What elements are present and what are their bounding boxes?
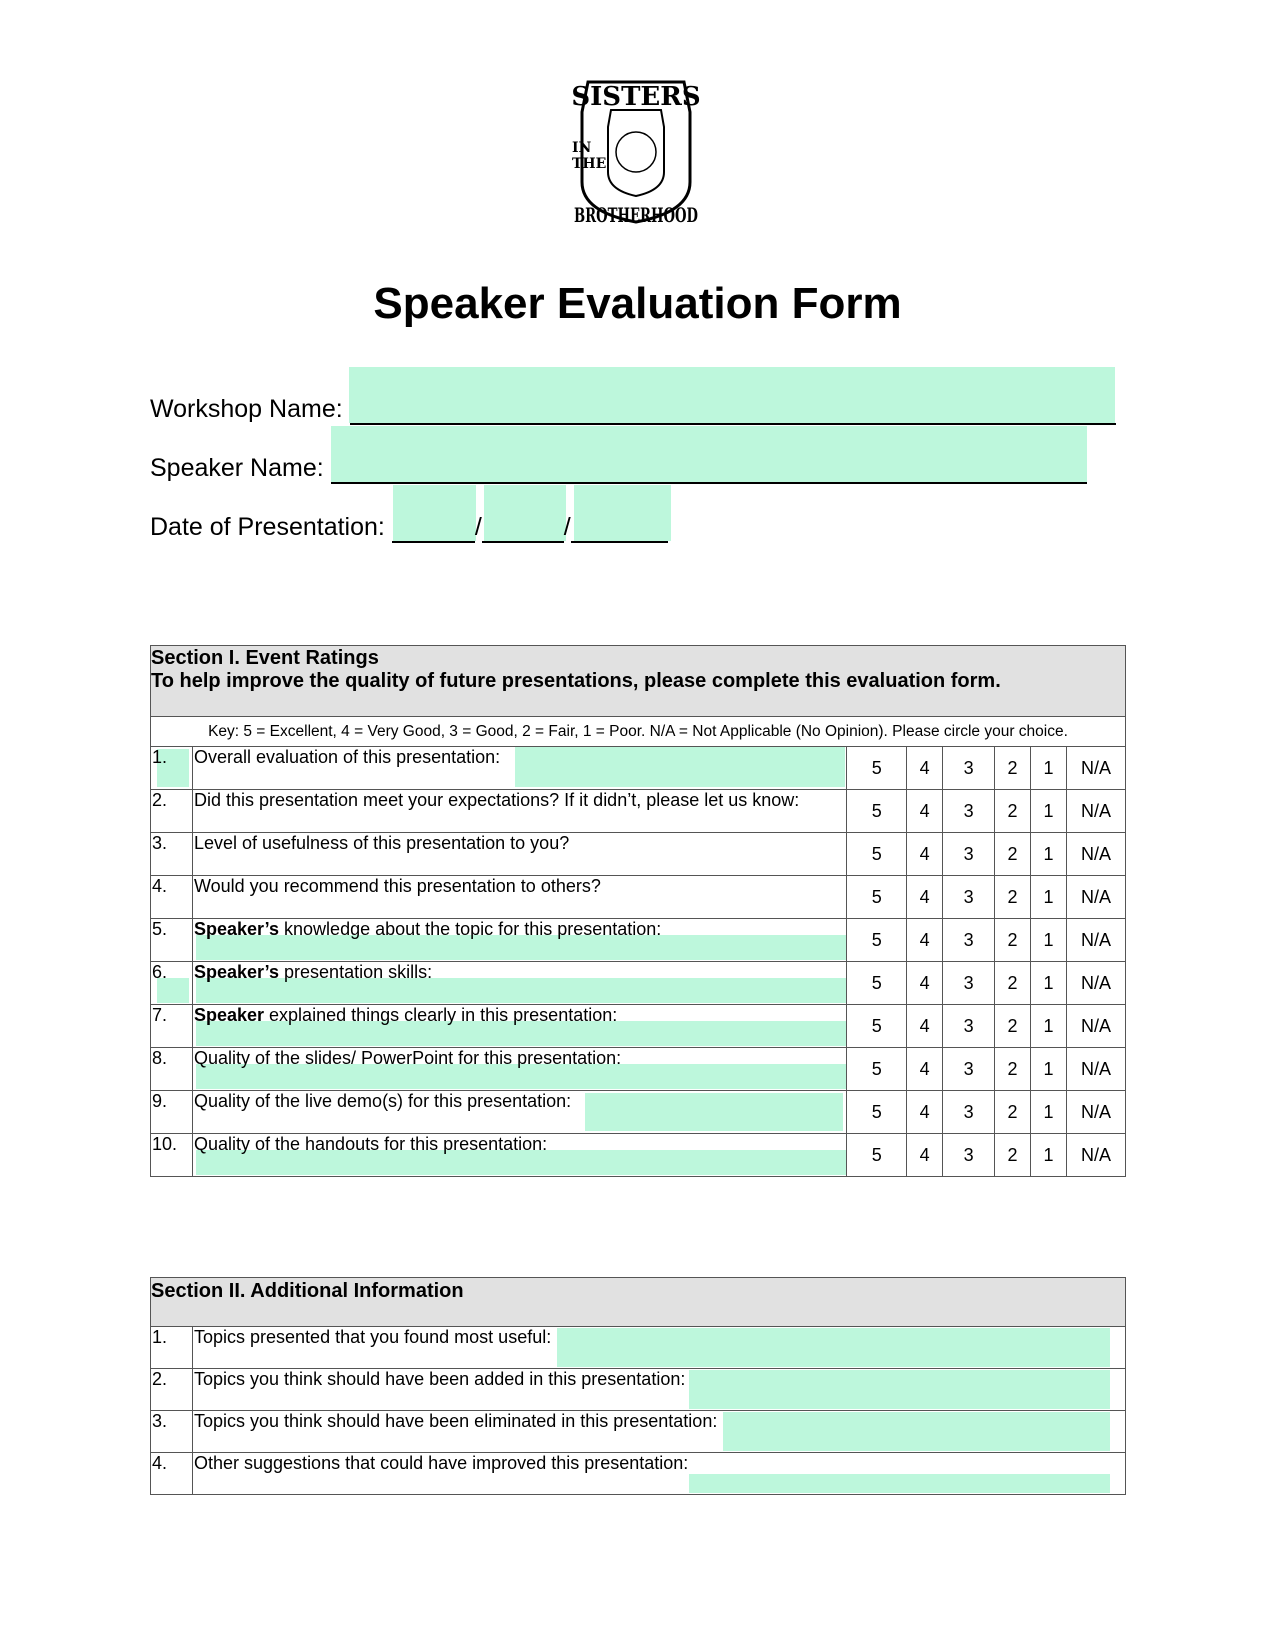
speaker-name-input[interactable] bbox=[331, 456, 1087, 484]
rating-option[interactable]: 5 bbox=[847, 833, 907, 876]
rating-question bbox=[192, 747, 846, 790]
rating-row-number bbox=[151, 1048, 193, 1091]
rating-option[interactable]: 3 bbox=[943, 790, 995, 833]
rating-option[interactable]: 5 bbox=[847, 1091, 907, 1134]
rating-row-number bbox=[151, 833, 193, 876]
item-number: 1. bbox=[152, 747, 168, 767]
answer-field[interactable] bbox=[689, 1474, 1110, 1493]
rating-option[interactable]: 1 bbox=[1031, 833, 1067, 876]
info-row bbox=[151, 1453, 1126, 1495]
logo-in-text: IN bbox=[572, 140, 592, 156]
rating-option[interactable]: 2 bbox=[995, 962, 1031, 1005]
rating-option[interactable]: 4 bbox=[907, 1134, 943, 1177]
rating-option[interactable]: 2 bbox=[995, 1091, 1031, 1134]
rating-question bbox=[192, 790, 846, 833]
section-1-subtitle: To help improve the quality of future presentations, please complete this evaluation form. bbox=[151, 670, 1001, 692]
workshop-name-input[interactable] bbox=[350, 397, 1116, 425]
info-question bbox=[193, 1327, 1126, 1369]
question-text: knowledge about the topic for this presentation: bbox=[279, 919, 662, 939]
rating-option[interactable]: 5 bbox=[847, 1005, 907, 1048]
info-question-text: Topics you think should have been eliminated in this presentation: bbox=[194, 1411, 718, 1431]
section-2-header bbox=[151, 1278, 1126, 1327]
rating-row bbox=[151, 962, 1126, 1005]
section-1-title: Section I. Event Ratings bbox=[151, 647, 379, 669]
rating-row bbox=[151, 1048, 1126, 1091]
question-text: Quality of the live demo(s) for this presentation: bbox=[193, 1091, 572, 1111]
workshop-name-label: Workshop Name: bbox=[150, 395, 343, 423]
rating-option[interactable]: 2 bbox=[995, 1048, 1031, 1091]
rating-option[interactable]: 2 bbox=[995, 876, 1031, 919]
rating-option[interactable]: N/A bbox=[1066, 1134, 1125, 1177]
question-text: Quality of the slides/ PowerPoint for this presentation: bbox=[193, 1048, 622, 1068]
rating-row-number bbox=[151, 919, 193, 962]
section-1-header bbox=[151, 646, 1126, 717]
rating-row-number bbox=[151, 790, 193, 833]
info-question bbox=[193, 1453, 1126, 1495]
rating-option[interactable]: 1 bbox=[1031, 962, 1067, 1005]
rating-option[interactable]: 5 bbox=[847, 962, 907, 1005]
rating-option[interactable]: 3 bbox=[943, 1091, 995, 1134]
rating-question bbox=[192, 962, 846, 1005]
rating-option[interactable]: 3 bbox=[943, 876, 995, 919]
answer-field[interactable] bbox=[557, 1328, 1110, 1367]
question-text: Would you recommend this presentation to others? bbox=[193, 876, 601, 896]
question-bold-text: Speaker’s bbox=[193, 919, 280, 939]
workshop-name-row bbox=[150, 393, 1116, 425]
item-number: 10. bbox=[152, 1134, 178, 1154]
rating-question bbox=[192, 1048, 846, 1091]
rating-option[interactable]: 3 bbox=[943, 919, 995, 962]
rating-row bbox=[151, 1091, 1126, 1134]
rating-option[interactable]: 3 bbox=[943, 1134, 995, 1177]
rating-row-number bbox=[151, 876, 193, 919]
rating-option[interactable]: 3 bbox=[943, 747, 995, 790]
info-row-number: 1. bbox=[151, 1327, 193, 1369]
speaker-name-row bbox=[150, 452, 1087, 484]
rating-question bbox=[192, 833, 846, 876]
info-row-number: 2. bbox=[151, 1369, 193, 1411]
answer-field[interactable] bbox=[723, 1412, 1110, 1451]
rating-question bbox=[192, 1005, 846, 1048]
rating-question bbox=[192, 876, 846, 919]
rating-option[interactable]: 1 bbox=[1031, 919, 1067, 962]
rating-option[interactable]: 5 bbox=[847, 790, 907, 833]
item-number: 8. bbox=[152, 1048, 168, 1068]
rating-option[interactable]: 5 bbox=[847, 747, 907, 790]
rating-row bbox=[151, 1134, 1126, 1177]
rating-option[interactable]: 5 bbox=[847, 876, 907, 919]
rating-option[interactable]: 2 bbox=[995, 1134, 1031, 1177]
question-text: Did this presentation meet your expectations? If it didn’t, please let us know: bbox=[193, 790, 800, 810]
rating-question bbox=[192, 1134, 846, 1177]
rating-option[interactable]: 3 bbox=[943, 1048, 995, 1091]
rating-option[interactable]: N/A bbox=[1066, 962, 1125, 1005]
rating-option[interactable]: 1 bbox=[1031, 876, 1067, 919]
info-row bbox=[151, 1411, 1126, 1453]
rating-option[interactable]: 1 bbox=[1031, 1091, 1067, 1134]
rating-option[interactable]: 4 bbox=[907, 962, 943, 1005]
rating-option[interactable]: 4 bbox=[907, 1091, 943, 1134]
rating-option[interactable]: 4 bbox=[907, 790, 943, 833]
question-text: presentation skills: bbox=[279, 962, 433, 982]
rating-option[interactable]: N/A bbox=[1066, 1091, 1125, 1134]
logo-the-text: THE bbox=[572, 156, 607, 172]
rating-option[interactable]: 4 bbox=[907, 876, 943, 919]
info-row bbox=[151, 1327, 1126, 1369]
question-text: Overall evaluation of this presentation: bbox=[193, 747, 501, 767]
rating-row bbox=[151, 876, 1126, 919]
rating-row-number bbox=[151, 1005, 193, 1048]
comment-field[interactable] bbox=[585, 1093, 843, 1131]
rating-row-number bbox=[151, 962, 193, 1005]
section-1-table bbox=[150, 645, 1126, 1177]
rating-option[interactable]: N/A bbox=[1066, 876, 1125, 919]
rating-option[interactable]: 3 bbox=[943, 962, 995, 1005]
rating-option[interactable]: 4 bbox=[907, 747, 943, 790]
rating-row bbox=[151, 747, 1126, 790]
rating-row bbox=[151, 919, 1126, 962]
page-title: Speaker Evaluation Form bbox=[373, 279, 902, 328]
info-question-text: Topics you think should have been added in this presentation: bbox=[194, 1369, 686, 1389]
rating-option[interactable]: 4 bbox=[907, 1048, 943, 1091]
item-number: 5. bbox=[152, 919, 168, 939]
rating-option[interactable]: 2 bbox=[995, 1005, 1031, 1048]
item-number: 6. bbox=[152, 962, 168, 982]
section-2-title: Section II. Additional Information bbox=[151, 1278, 1126, 1327]
date-separator-1: / bbox=[474, 513, 482, 541]
rating-option[interactable]: 3 bbox=[943, 833, 995, 876]
rating-option[interactable]: N/A bbox=[1066, 790, 1125, 833]
logo-bottom-text: BROTHERHOOD bbox=[574, 203, 698, 227]
logo-top-text: SISTERS bbox=[571, 82, 701, 112]
rating-row bbox=[151, 790, 1126, 833]
rating-option[interactable]: 2 bbox=[995, 790, 1031, 833]
rating-option[interactable]: N/A bbox=[1066, 1048, 1125, 1091]
rating-option[interactable]: 1 bbox=[1031, 1134, 1067, 1177]
info-row-number: 4. bbox=[151, 1453, 193, 1495]
rating-option[interactable]: 4 bbox=[907, 919, 943, 962]
rating-question bbox=[192, 919, 846, 962]
rating-option[interactable]: 5 bbox=[847, 1048, 907, 1091]
rating-option[interactable]: 4 bbox=[907, 1005, 943, 1048]
info-question bbox=[193, 1411, 1126, 1453]
rating-option[interactable]: 1 bbox=[1031, 1005, 1067, 1048]
rating-option[interactable]: 3 bbox=[943, 1005, 995, 1048]
speaker-name-label: Speaker Name: bbox=[150, 454, 324, 482]
rating-key: Key: 5 = Excellent, 4 = Very Good, 3 = Good, 2 = Fair, 1 = Poor. N/A = Not Applicable (No Opinion). Please circle your choice. bbox=[151, 717, 1126, 747]
date-year-input[interactable] bbox=[571, 515, 668, 543]
question-bold-text: Speaker’s bbox=[193, 962, 280, 982]
rating-option[interactable]: 1 bbox=[1031, 1048, 1067, 1091]
date-label: Date of Presentation: bbox=[150, 513, 385, 541]
date-row bbox=[150, 511, 668, 543]
date-separator-2: / bbox=[563, 513, 571, 541]
info-row bbox=[151, 1369, 1126, 1411]
rating-row-number bbox=[151, 1091, 193, 1134]
rating-key-row bbox=[151, 717, 1126, 747]
rating-row bbox=[151, 1005, 1126, 1048]
rating-option[interactable]: 1 bbox=[1031, 790, 1067, 833]
item-number: 7. bbox=[152, 1005, 168, 1025]
section-2-table bbox=[150, 1277, 1126, 1495]
rating-option[interactable]: 5 bbox=[847, 919, 907, 962]
item-number: 9. bbox=[152, 1091, 168, 1111]
sisters-in-the-brotherhood-logo bbox=[566, 72, 706, 228]
question-text: Quality of the handouts for this presentation: bbox=[193, 1134, 548, 1154]
rating-option[interactable]: 2 bbox=[995, 919, 1031, 962]
rating-option[interactable]: 4 bbox=[907, 833, 943, 876]
question-text: explained things clearly in this presentation: bbox=[264, 1005, 618, 1025]
rating-option[interactable]: 1 bbox=[1031, 747, 1067, 790]
info-question-text: Other suggestions that could have improved this presentation: bbox=[194, 1453, 689, 1473]
rating-option[interactable]: N/A bbox=[1066, 919, 1125, 962]
info-question bbox=[193, 1369, 1126, 1411]
item-number: 3. bbox=[152, 833, 168, 853]
info-row-number: 3. bbox=[151, 1411, 193, 1453]
date-month-input[interactable] bbox=[392, 515, 475, 543]
comment-field[interactable] bbox=[515, 747, 845, 787]
question-text: Level of usefulness of this presentation to you? bbox=[193, 833, 570, 853]
answer-field[interactable] bbox=[689, 1370, 1110, 1409]
rating-option[interactable]: N/A bbox=[1066, 747, 1125, 790]
rating-option[interactable]: N/A bbox=[1066, 833, 1125, 876]
date-day-input[interactable] bbox=[482, 515, 564, 543]
item-number: 2. bbox=[152, 790, 168, 810]
info-question-text: Topics presented that you found most useful: bbox=[194, 1327, 552, 1347]
rating-row bbox=[151, 833, 1126, 876]
rating-question bbox=[192, 1091, 846, 1134]
rating-option[interactable]: 5 bbox=[847, 1134, 907, 1177]
rating-row-number bbox=[151, 747, 193, 790]
question-bold-text: Speaker bbox=[193, 1005, 265, 1025]
item-number: 4. bbox=[152, 876, 168, 896]
rating-row-number bbox=[151, 1134, 193, 1177]
rating-option[interactable]: 2 bbox=[995, 833, 1031, 876]
rating-option[interactable]: N/A bbox=[1066, 1005, 1125, 1048]
rating-option[interactable]: 2 bbox=[995, 747, 1031, 790]
